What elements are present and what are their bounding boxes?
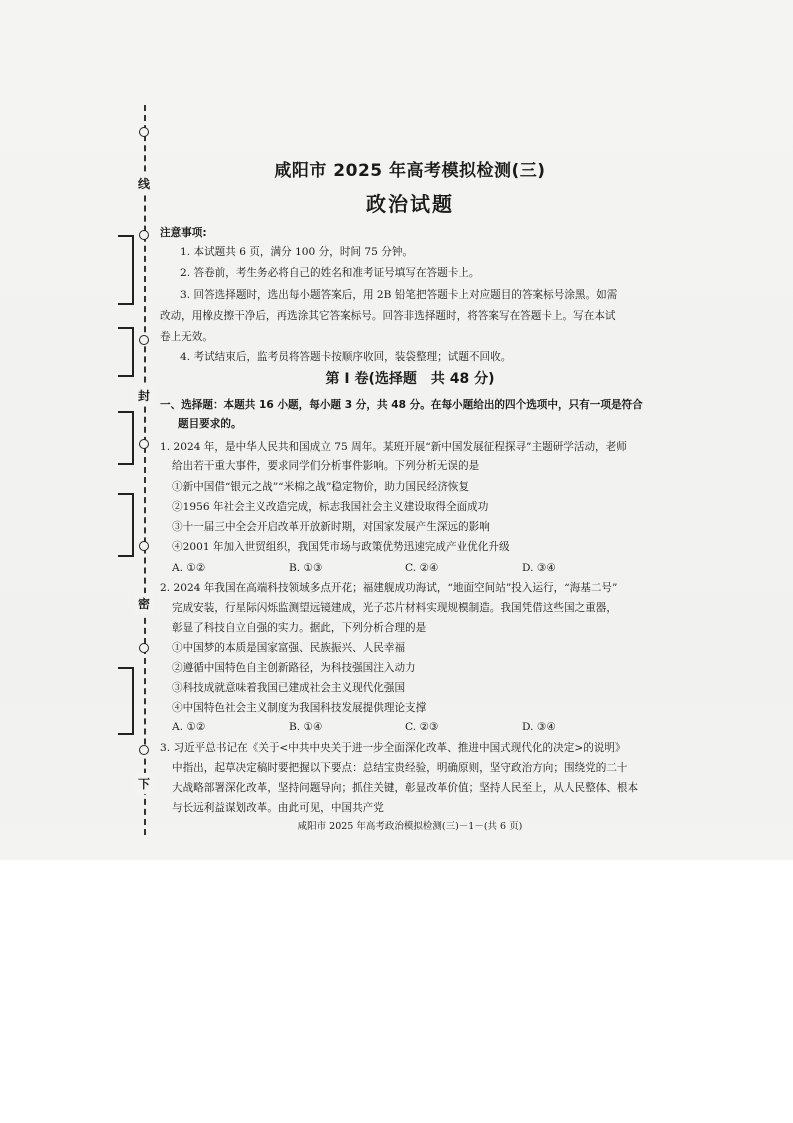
question-1-stem-cont: 给出若干重大事件，要求同学们分析事件影响。下列分析无误的是 (172, 460, 480, 472)
binding-word-xia: 下 (134, 773, 154, 794)
page-footer: 咸阳市 2025 年高考政治模拟检测(三)－1－(共 6 页) (297, 821, 523, 832)
notice-item: 4. 考试结束后，监考员将答题卡按顺序收回，装袋整理；试题不回收。 (180, 351, 512, 363)
question-2-statement: ②遵循中国特色自主创新路径，为科技强国注入动力 (172, 662, 416, 674)
binding-circle (139, 127, 149, 137)
question-3-stem-cont: 大战略部署深化改革，坚持问题导向；抓住关键，彰显改革价值；坚持人民至上，从人民整体、根本 (172, 782, 639, 794)
option-d: D. ③④ (522, 721, 556, 733)
binding-circle (139, 230, 149, 240)
section-title: 第 Ⅰ 卷(选择题 共 48 分) (325, 371, 495, 387)
exam-title: 咸阳市 2025 年高考模拟检测(三) (274, 161, 546, 181)
question-1-statement: ①新中国借“银元之战”“米棉之战”稳定物价，助力国民经济恢复 (172, 481, 470, 493)
binding-bracket (118, 327, 134, 377)
exam-subject: 政治试题 (366, 192, 454, 216)
binding-bracket (118, 493, 134, 557)
question-2-stem-cont: 彰显了科技自立自强的实力。据此，下列分析合理的是 (172, 622, 427, 634)
option-a: A. ①② (172, 562, 206, 574)
binding-bracket (118, 667, 134, 735)
binding-circle (139, 439, 149, 449)
question-3-stem: 3. 习近平总书记在《关于<中共中央关于进一步全面深化改革、推进中国式现代化的决定>的说明》 (160, 742, 626, 754)
option-a: A. ①② (172, 721, 206, 733)
option-b: B. ①③ (289, 562, 323, 574)
binding-dashed-line (144, 105, 146, 835)
binding-circle (139, 335, 149, 345)
blank-area (0, 860, 793, 1123)
question-2-statement: ①中国梦的本质是国家富强、民族振兴、人民幸福 (172, 642, 406, 654)
option-d: D. ③④ (522, 562, 556, 574)
binding-word-feng: 封 (134, 385, 154, 406)
question-2-stem-cont: 完成安装，行星际闪烁监测望远镜建成，光子芯片材料实现规模制造。我国凭借这些国之重器， (172, 602, 617, 614)
section-intro: 一、选择题：本题共 16 小题，每小题 3 分，共 48 分。在每小题给出的四个选项中，只有一项是符合 (160, 399, 643, 411)
notice-heading: 注意事项: (160, 227, 207, 239)
question-2-statement: ④中国特色社会主义制度为我国科技发展提供理论支撑 (172, 702, 427, 714)
binding-circle (139, 643, 149, 653)
binding-circle (139, 541, 149, 551)
notice-item: 3. 回答选择题时，选出每小题答案后，用 2B 铅笔把答题卡上对应题目的答案标号涂黑。如需 (180, 289, 618, 301)
question-3-stem-cont: 与长远利益谋划改革。由此可见，中国共产党 (172, 802, 384, 814)
question-1-statement: ④2001 年加入世贸组织，我国凭市场与政策优势迅速完成产业优化升级 (172, 541, 510, 553)
question-2-stem: 2. 2024 年我国在高端科技领域多点开花；福建舰成功海试，“地面空间站”投入运行，“海基二号” (160, 582, 618, 594)
binding-bracket (118, 411, 134, 465)
binding-word-mi: 密 (134, 593, 154, 614)
binding-bracket (118, 235, 134, 305)
question-2-statement: ③科技成就意味着我国已建成社会主义现代化强国 (172, 682, 406, 694)
question-3-stem-cont: 中指出，起草决定稿时要把握以下要点：总结宝贵经验，明确原则，坚守政治方向；围绕党的二十 (172, 762, 628, 774)
notice-item-cont: 改动，用橡皮擦干净后，再选涂其它答案标号。回答非选择题时，将答案写在答题卡上。写在本试 (160, 310, 616, 322)
binding-word-xian: 线 (134, 173, 154, 194)
binding-margin (108, 105, 158, 845)
notice-item: 2. 答卷前，考生务必将自己的姓名和准考证号填写在答题卡上。 (180, 267, 480, 279)
option-c: C. ②③ (405, 721, 439, 733)
section-intro-cont: 题目要求的。 (178, 418, 242, 430)
notice-item: 1. 本试题共 6 页，满分 100 分，时间 75 分钟。 (180, 246, 414, 258)
option-b: B. ①④ (289, 721, 323, 733)
binding-circle (139, 745, 149, 755)
question-1-stem: 1. 2024 年，是中华人民共和国成立 75 周年。某班开展“新中国发展征程探寻”主题研学活动，老师 (160, 441, 627, 453)
notice-item-cont: 卷上无效。 (160, 331, 213, 343)
option-c: C. ②④ (405, 562, 439, 574)
question-1-statement: ③十一届三中全会开启改革开放新时期，对国家发展产生深远的影响 (172, 521, 490, 533)
question-1-statement: ②1956 年社会主义改造完成，标志我国社会主义建设取得全面成功 (172, 501, 489, 513)
